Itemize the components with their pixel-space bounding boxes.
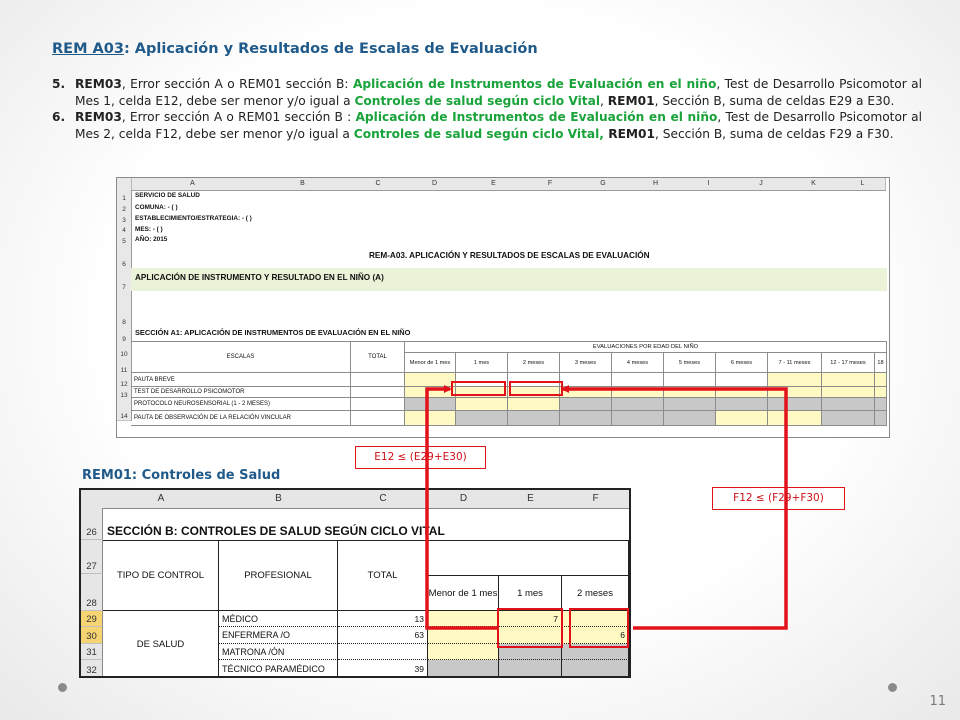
rule-text-part: REM01 (607, 93, 655, 108)
rule-text-part: REM03 (75, 110, 122, 125)
column-header[interactable]: L (840, 178, 886, 191)
e12-formula-callout: E12 ≤ (E29+E30) (355, 446, 486, 469)
header-line: AÑO: 2015 (135, 236, 168, 243)
column-header[interactable]: F (562, 490, 630, 509)
rule-text-part: , Sección B, suma de celdas F29 a F30. (655, 126, 894, 141)
data-cell[interactable] (822, 387, 875, 398)
menor-1-mes-cell[interactable] (428, 611, 499, 627)
data-cell[interactable] (508, 411, 560, 426)
validation-rules-list (52, 76, 922, 142)
age-column-header: 3 meses (560, 353, 612, 373)
row-header[interactable]: 4 (117, 224, 132, 235)
menor-1-mes-cell[interactable] (428, 660, 499, 678)
data-cell[interactable] (875, 373, 887, 387)
eval-header: EVALUACIONES POR EDAD DEL NIÑO (405, 341, 887, 353)
column-header[interactable]: A (103, 490, 220, 509)
age-column-header: 7 - 11 meses (768, 353, 822, 373)
column-header[interactable]: B (219, 490, 339, 509)
total-cell[interactable]: 13 (338, 611, 428, 627)
data-cell[interactable] (768, 387, 822, 398)
row-header[interactable]: 26 (81, 508, 103, 540)
data-cell[interactable] (822, 411, 875, 426)
data-cell[interactable] (822, 398, 875, 411)
title-text: : Aplicación y Resultados de Escalas de Evaluación (123, 41, 538, 57)
row-header[interactable]: 28 (81, 574, 103, 611)
age-group-header (428, 540, 629, 576)
rule-text-part: Aplicación de Instrumentos de Evaluación en el niño (352, 77, 717, 91)
data-cell[interactable] (716, 411, 768, 426)
data-cell[interactable] (405, 411, 456, 426)
column-header[interactable]: E (499, 490, 563, 509)
column-header[interactable]: G (577, 178, 630, 191)
rule-text-part: REM03 (75, 77, 122, 91)
menor-1-mes-cell[interactable] (428, 627, 499, 644)
rule-text-part: , Error sección A o REM01 sección B : (121, 110, 356, 125)
profesional-cell: ENFERMERA /O (219, 627, 338, 644)
total-cell[interactable]: 39 (338, 660, 428, 678)
decor-dot-right (888, 683, 897, 692)
data-cell[interactable] (664, 411, 716, 426)
profesional-cell: MÉDICO (219, 611, 338, 627)
rule-item (52, 76, 922, 109)
data-cell[interactable] (716, 373, 768, 387)
rule-text (75, 109, 922, 142)
f12-formula-callout: F12 ≤ (F29+F30) (712, 487, 845, 510)
age-column-header: 2 meses (508, 353, 560, 373)
header-line: SERVICIO DE SALUD (135, 192, 200, 199)
row-header[interactable]: 6 (117, 245, 132, 269)
tipo-control-value: DE SALUD (103, 611, 219, 678)
data-cell[interactable] (456, 411, 508, 426)
row-header[interactable]: 7 (117, 268, 132, 292)
header-line: COMUNA: - ( ) (135, 204, 178, 211)
data-cell[interactable] (508, 398, 560, 411)
row-header[interactable]: 30 (81, 627, 103, 644)
data-cell[interactable] (560, 411, 612, 426)
data-cell[interactable] (768, 398, 822, 411)
row-header[interactable]: 13 (117, 388, 132, 400)
decor-dot-left (58, 683, 67, 692)
total-header: TOTAL (338, 540, 428, 611)
escala-row-label: TEST DE DESARROLLO PSICOMOTOR (131, 387, 351, 398)
total-cell[interactable] (351, 411, 405, 426)
data-cell[interactable] (875, 387, 887, 398)
data-cell[interactable] (560, 398, 612, 411)
escala-row-label: PROTOCOLO NEUROSENSORIAL (1 - 2 MESES) (131, 398, 351, 411)
column-header[interactable]: D (428, 490, 500, 509)
data-cell[interactable] (560, 373, 612, 387)
data-cell[interactable] (456, 398, 508, 411)
column-header[interactable]: E (464, 178, 524, 191)
column-header[interactable]: B (254, 178, 352, 191)
row-header[interactable]: 5 (117, 234, 132, 246)
rule-text-part: , Test de Desarrollo Psicomotor al Mes 1, celda E12, debe ser menor y/o igual a (75, 77, 922, 108)
cell-f12-highlight (509, 381, 563, 396)
row-header[interactable]: 31 (81, 644, 103, 660)
row-header[interactable]: 3 (117, 213, 132, 225)
age-column-header: 4 meses (612, 353, 664, 373)
tipo-control-header: TIPO DE CONTROL (103, 540, 219, 611)
rule-text-part: Controles de salud según ciclo Vital (354, 93, 601, 108)
row-header[interactable]: 12 (117, 374, 132, 389)
rem01-label: REM01: Controles de Salud (82, 468, 281, 483)
data-cell[interactable] (768, 373, 822, 387)
age-column-header: 2 meses (562, 576, 629, 611)
row-header[interactable]: 10 (117, 343, 132, 359)
data-cell[interactable] (768, 411, 822, 426)
row-header[interactable]: 8 (117, 291, 132, 327)
section-title: SECCIÓN B: CONTROLES DE SALUD SEGÚN CICLO VITAL (107, 524, 445, 538)
profesional-cell: TÉCNICO PARAMÉDICO (219, 660, 338, 678)
header-line: MES: - ( ) (135, 226, 163, 233)
data-cell[interactable] (716, 398, 768, 411)
rule-text-part: Controles de salud según ciclo Vital, (353, 126, 609, 141)
page-number: 11 (929, 694, 946, 709)
profesional-cell: MATRONA /ÓN (219, 644, 338, 660)
data-cell[interactable] (875, 411, 887, 426)
data-cell[interactable] (822, 373, 875, 387)
data-cell[interactable] (664, 373, 716, 387)
cells-f29-f30-highlight (569, 608, 629, 648)
1-mes-cell[interactable] (499, 660, 562, 678)
row-header[interactable]: 32 (81, 660, 103, 678)
rule-text-part: , Error sección A o REM01 sección B: (121, 77, 353, 91)
escalas-header: ESCALAS (131, 341, 351, 373)
column-header[interactable]: C (338, 490, 429, 509)
header-line: ESTABLECIMIENTO/ESTRATEGIA: - ( ) (135, 215, 252, 222)
column-header[interactable]: J (735, 178, 788, 191)
data-cell[interactable] (875, 398, 887, 411)
total-header: TOTAL (351, 341, 405, 373)
menor-1-mes-cell[interactable] (428, 644, 499, 660)
column-header[interactable]: K (787, 178, 841, 191)
data-cell[interactable] (716, 387, 768, 398)
data-cell[interactable] (405, 398, 456, 411)
cells-e29-e30-highlight (497, 608, 563, 648)
row-header[interactable]: 27 (81, 540, 103, 574)
row-header[interactable]: 1 (117, 190, 132, 203)
row-header[interactable]: 11 (117, 358, 132, 375)
rule-text-part: , Sección B, suma de celdas E29 a E30. (654, 93, 895, 108)
rule-text-part: REM01 (608, 126, 655, 141)
rule-text-part: , (600, 93, 608, 108)
age-column-header: 1 mes (499, 576, 562, 611)
age-column-header: 18 (875, 353, 887, 373)
age-column-header: 12 - 17 meses (822, 353, 875, 373)
data-cell[interactable] (612, 387, 664, 398)
cell-e12-highlight (451, 381, 506, 396)
report-title: REM-A03. APLICACIÓN Y RESULTADOS DE ESCALAS DE EVALUACIÓN (369, 251, 650, 260)
section-title: APLICACIÓN DE INSTRUMENTO Y RESULTADO EN EL NIÑO (A) (135, 273, 384, 282)
data-cell[interactable] (612, 398, 664, 411)
column-header[interactable]: F (523, 178, 578, 191)
age-column-header: 1 mes (456, 353, 508, 373)
total-cell[interactable] (351, 387, 405, 398)
data-cell[interactable] (664, 387, 716, 398)
rule-number: 6. (52, 110, 66, 125)
data-cell[interactable] (405, 387, 456, 398)
row-header[interactable]: 14 (117, 399, 132, 421)
total-cell[interactable] (351, 373, 405, 387)
column-header[interactable]: D (405, 178, 465, 191)
row-header[interactable]: 2 (117, 202, 132, 214)
age-column-header: 5 meses (664, 353, 716, 373)
profesional-header: PROFESIONAL (219, 540, 338, 611)
column-header[interactable]: I (682, 178, 736, 191)
column-header[interactable]: A (131, 178, 255, 191)
row-header[interactable]: 29 (81, 611, 103, 627)
age-column-header: Menor de 1 mes (428, 576, 499, 611)
column-header[interactable]: C (351, 178, 406, 191)
data-cell[interactable] (612, 373, 664, 387)
rem-a03-spreadsheet (116, 177, 890, 438)
data-cell[interactable] (560, 387, 612, 398)
rem01-spreadsheet (79, 488, 631, 678)
escala-row-label: PAUTA DE OBSERVACIÓN DE LA RELACIÓN VINCULAR (131, 411, 351, 426)
rule-text (75, 76, 922, 109)
age-column-header: Menor de 1 mes (405, 353, 456, 373)
select-all-corner[interactable] (81, 490, 104, 509)
2-meses-cell[interactable]: 6 (562, 627, 629, 644)
age-column-header: 6 meses (716, 353, 768, 373)
data-cell[interactable] (405, 373, 456, 387)
total-cell[interactable] (351, 398, 405, 411)
rule-item (52, 109, 922, 142)
rule-text-part: Aplicación de Instrumentos de Evaluación en el niño (355, 110, 718, 125)
rem-a03-link[interactable]: REM A03 (52, 41, 124, 57)
rule-number: 5. (52, 77, 66, 91)
escala-row-label: PAUTA BREVE (131, 373, 351, 387)
data-cell[interactable] (664, 398, 716, 411)
subsection-title: SECCIÓN A1: APLICACIÓN DE INSTRUMENTOS DE EVALUACIÓN EN EL NIÑO (135, 328, 411, 337)
rule-text-part: , Test de Desarrollo Psicomotor al Mes 2, celda F12, debe ser menor y/o igual a (75, 110, 923, 141)
data-cell[interactable] (612, 411, 664, 426)
total-cell[interactable]: 63 (338, 627, 428, 644)
2-meses-cell[interactable] (562, 660, 629, 678)
row-header[interactable]: 9 (117, 326, 132, 344)
1-mes-cell[interactable]: 7 (499, 611, 562, 627)
total-cell[interactable] (338, 644, 428, 660)
slide-title (52, 41, 538, 57)
column-header[interactable]: H (629, 178, 683, 191)
